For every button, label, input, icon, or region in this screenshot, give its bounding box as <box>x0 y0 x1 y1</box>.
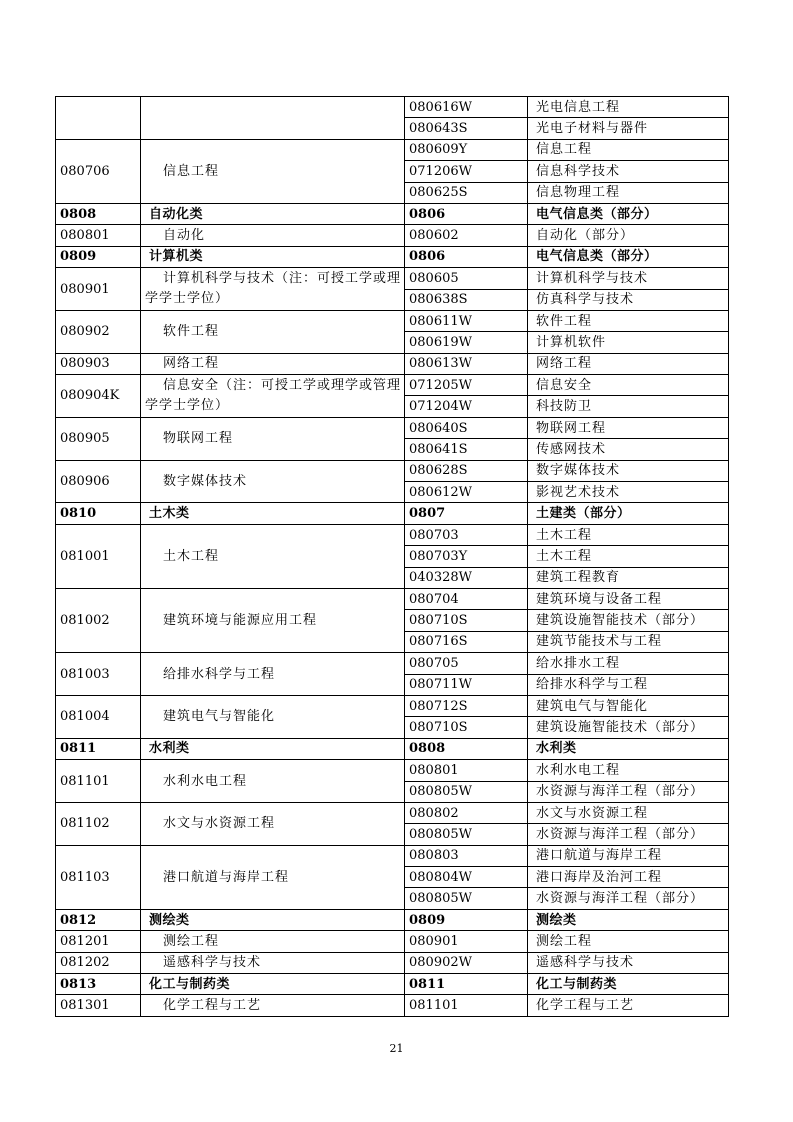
new-major-code: 081202 <box>56 952 141 973</box>
old-major-name: 建筑设施智能技术（部分） <box>528 717 729 738</box>
old-major-code: 080609Y <box>405 139 528 160</box>
table-row <box>56 375 729 396</box>
old-major-name: 水资源与海洋工程（部分） <box>528 824 729 845</box>
new-major-code: 080902 <box>56 310 141 353</box>
category-new-code: 0810 <box>56 503 141 524</box>
new-major-code: 080904K <box>56 375 141 418</box>
category-new-code: 0808 <box>56 203 141 224</box>
old-major-code: 080804W <box>405 867 528 888</box>
table-row <box>56 310 729 331</box>
old-major-name: 测绘工程 <box>528 931 729 952</box>
old-major-name: 传感网技术 <box>528 439 729 460</box>
old-major-name: 建筑节能技术与工程 <box>528 631 729 652</box>
new-major-name: 软件工程 <box>141 310 405 353</box>
old-major-name: 自动化（部分） <box>528 225 729 246</box>
category-old-name: 土建类（部分） <box>528 503 729 524</box>
table-row <box>56 97 729 118</box>
new-major-name: 建筑电气与智能化 <box>141 695 405 738</box>
old-major-name: 港口海岸及治河工程 <box>528 867 729 888</box>
old-major-code: 080613W <box>405 353 528 374</box>
table-row <box>56 139 729 160</box>
table-row <box>56 268 729 289</box>
category-new-name: 水利类 <box>141 738 405 759</box>
category-new-code: 0811 <box>56 738 141 759</box>
old-major-code: 080805W <box>405 824 528 845</box>
table-row <box>56 460 729 481</box>
old-major-name: 光电信息工程 <box>528 97 729 118</box>
new-major-code: 080801 <box>56 225 141 246</box>
new-major-name: 信息工程 <box>141 139 405 203</box>
old-major-code: 080805W <box>405 781 528 802</box>
old-major-name: 信息物理工程 <box>528 182 729 203</box>
old-major-code: 080602 <box>405 225 528 246</box>
new-major-name <box>141 97 405 140</box>
old-major-code: 081101 <box>405 995 528 1016</box>
old-major-code: 080705 <box>405 653 528 674</box>
category-old-code: 0806 <box>405 246 528 267</box>
table-row <box>56 760 729 781</box>
old-major-name: 信息科学技术 <box>528 161 729 182</box>
category-old-code: 0811 <box>405 974 528 995</box>
new-major-code: 081004 <box>56 695 141 738</box>
category-new-name: 化工与制药类 <box>141 974 405 995</box>
new-major-code <box>56 97 141 140</box>
new-major-name: 物联网工程 <box>141 417 405 460</box>
old-major-name: 计算机科学与技术 <box>528 268 729 289</box>
new-major-code: 080706 <box>56 139 141 203</box>
new-major-code: 081102 <box>56 802 141 845</box>
old-major-code: 080638S <box>405 289 528 310</box>
table-row <box>56 845 729 866</box>
old-major-name: 给水排水工程 <box>528 653 729 674</box>
old-major-name: 港口航道与海岸工程 <box>528 845 729 866</box>
new-major-name: 计算机科学与技术（注：可授工学或理学学士学位） <box>141 268 405 311</box>
old-major-name: 信息工程 <box>528 139 729 160</box>
old-major-code: 080616W <box>405 97 528 118</box>
new-major-name: 建筑环境与能源应用工程 <box>141 588 405 652</box>
category-new-code: 0812 <box>56 909 141 930</box>
table-row <box>56 588 729 609</box>
old-major-code: 080716S <box>405 631 528 652</box>
old-major-name: 建筑电气与智能化 <box>528 695 729 716</box>
old-major-code: 080803 <box>405 845 528 866</box>
old-major-code: 071205W <box>405 375 528 396</box>
old-major-code: 080805W <box>405 888 528 909</box>
new-major-name: 化学工程与工艺 <box>141 995 405 1016</box>
old-major-name: 水资源与海洋工程（部分） <box>528 781 729 802</box>
old-major-code: 080611W <box>405 310 528 331</box>
old-major-code: 080801 <box>405 760 528 781</box>
category-row <box>56 246 729 267</box>
old-major-code: 080619W <box>405 332 528 353</box>
old-major-name: 物联网工程 <box>528 417 729 438</box>
new-major-name: 自动化 <box>141 225 405 246</box>
category-new-name: 土木类 <box>141 503 405 524</box>
old-major-code: 080710S <box>405 717 528 738</box>
old-major-code: 080711W <box>405 674 528 695</box>
old-major-code: 080902W <box>405 952 528 973</box>
new-major-name: 给排水科学与工程 <box>141 653 405 696</box>
old-major-code: 080710S <box>405 610 528 631</box>
old-major-code: 080640S <box>405 417 528 438</box>
old-major-code: 080712S <box>405 695 528 716</box>
old-major-name: 建筑设施智能技术（部分） <box>528 610 729 631</box>
category-new-code: 0809 <box>56 246 141 267</box>
old-major-code: 080703 <box>405 524 528 545</box>
old-major-code: 080625S <box>405 182 528 203</box>
old-major-code: 080612W <box>405 482 528 503</box>
page-number: 21 <box>389 1042 404 1055</box>
old-major-name: 遥感科学与技术 <box>528 952 729 973</box>
category-row <box>56 203 729 224</box>
old-major-code: 080802 <box>405 802 528 823</box>
old-major-name: 光电子材料与器件 <box>528 118 729 139</box>
category-old-name: 水利类 <box>528 738 729 759</box>
new-major-name: 信息安全（注：可授工学或理学或管理学学士学位） <box>141 375 405 418</box>
category-old-name: 化工与制药类 <box>528 974 729 995</box>
old-major-name: 化学工程与工艺 <box>528 995 729 1016</box>
table-row <box>56 417 729 438</box>
new-major-name: 水利水电工程 <box>141 760 405 803</box>
new-major-code: 080905 <box>56 417 141 460</box>
category-new-code: 0813 <box>56 974 141 995</box>
table-row <box>56 995 729 1016</box>
new-major-code: 081103 <box>56 845 141 909</box>
category-row <box>56 503 729 524</box>
new-major-code: 081001 <box>56 524 141 588</box>
category-old-name: 测绘类 <box>528 909 729 930</box>
new-major-code: 080906 <box>56 460 141 503</box>
category-row <box>56 909 729 930</box>
table-row <box>56 952 729 973</box>
table-row <box>56 931 729 952</box>
category-old-name: 电气信息类（部分） <box>528 203 729 224</box>
category-old-code: 0806 <box>405 203 528 224</box>
category-old-name: 电气信息类（部分） <box>528 246 729 267</box>
old-major-code: 080628S <box>405 460 528 481</box>
table-body <box>56 97 729 1017</box>
new-major-code: 081101 <box>56 760 141 803</box>
new-major-name: 遥感科学与技术 <box>141 952 405 973</box>
old-major-code: 080901 <box>405 931 528 952</box>
category-old-code: 0809 <box>405 909 528 930</box>
old-major-code: 080703Y <box>405 546 528 567</box>
old-major-name: 建筑工程教育 <box>528 567 729 588</box>
old-major-name: 建筑环境与设备工程 <box>528 588 729 609</box>
old-major-name: 影视艺术技术 <box>528 482 729 503</box>
new-major-code: 081003 <box>56 653 141 696</box>
category-old-code: 0807 <box>405 503 528 524</box>
new-major-code: 080901 <box>56 268 141 311</box>
old-major-code: 080704 <box>405 588 528 609</box>
new-major-name: 测绘工程 <box>141 931 405 952</box>
old-major-code: 071206W <box>405 161 528 182</box>
new-major-name: 港口航道与海岸工程 <box>141 845 405 909</box>
table-row <box>56 225 729 246</box>
new-major-code: 080903 <box>56 353 141 374</box>
table-row <box>56 524 729 545</box>
new-major-code: 081002 <box>56 588 141 652</box>
old-major-name: 水文与水资源工程 <box>528 802 729 823</box>
old-major-name: 仿真科学与技术 <box>528 289 729 310</box>
old-major-code: 080605 <box>405 268 528 289</box>
new-major-code: 081201 <box>56 931 141 952</box>
category-new-name: 计算机类 <box>141 246 405 267</box>
old-major-name: 给排水科学与工程 <box>528 674 729 695</box>
old-major-name: 土木工程 <box>528 524 729 545</box>
new-major-name: 网络工程 <box>141 353 405 374</box>
category-new-name: 测绘类 <box>141 909 405 930</box>
category-new-name: 自动化类 <box>141 203 405 224</box>
category-old-code: 0808 <box>405 738 528 759</box>
table-row <box>56 802 729 823</box>
old-major-code: 040328W <box>405 567 528 588</box>
table-row <box>56 653 729 674</box>
new-major-name: 土木工程 <box>141 524 405 588</box>
table-row <box>56 353 729 374</box>
new-major-name: 水文与水资源工程 <box>141 802 405 845</box>
old-major-name: 科技防卫 <box>528 396 729 417</box>
old-major-code: 080641S <box>405 439 528 460</box>
old-major-name: 数字媒体技术 <box>528 460 729 481</box>
category-row <box>56 738 729 759</box>
major-comparison-table <box>55 96 729 1017</box>
old-major-name: 土木工程 <box>528 546 729 567</box>
old-major-name: 计算机软件 <box>528 332 729 353</box>
new-major-name: 数字媒体技术 <box>141 460 405 503</box>
old-major-code: 080643S <box>405 118 528 139</box>
old-major-name: 水利水电工程 <box>528 760 729 781</box>
old-major-code: 071204W <box>405 396 528 417</box>
old-major-name: 水资源与海洋工程（部分） <box>528 888 729 909</box>
old-major-name: 软件工程 <box>528 310 729 331</box>
new-major-code: 081301 <box>56 995 141 1016</box>
table-row <box>56 695 729 716</box>
old-major-name: 网络工程 <box>528 353 729 374</box>
old-major-name: 信息安全 <box>528 375 729 396</box>
category-row <box>56 974 729 995</box>
